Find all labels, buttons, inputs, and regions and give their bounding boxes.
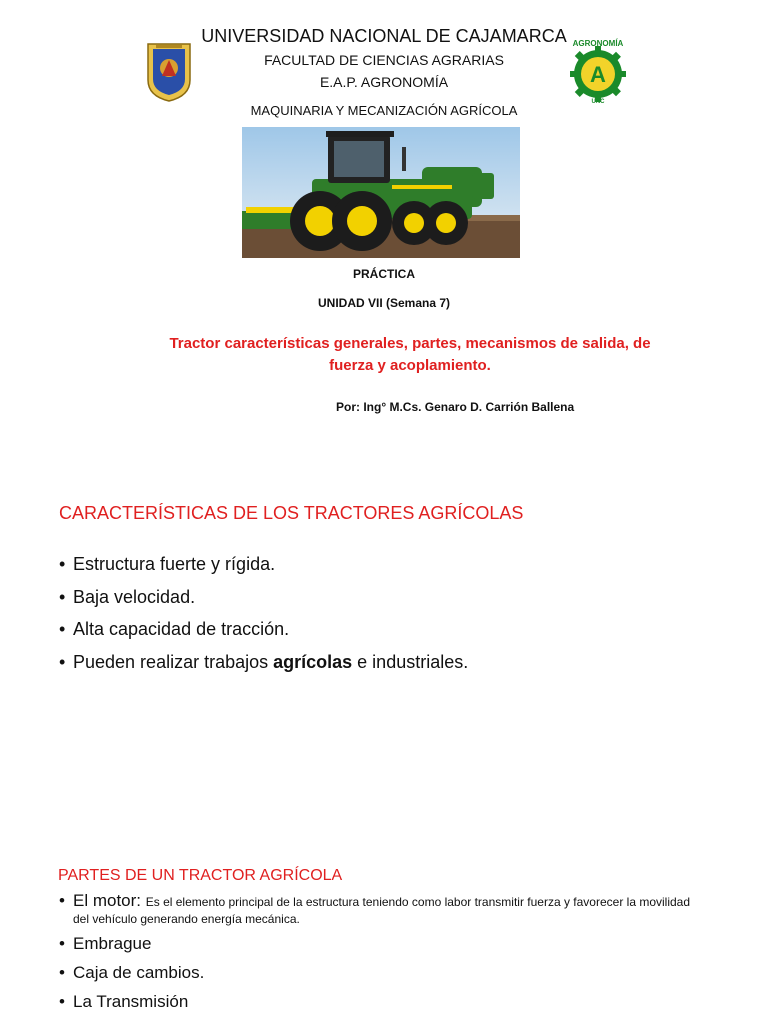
university-seal-icon	[146, 40, 192, 102]
characteristics-list	[59, 548, 468, 678]
author-line: Por: Ing° M.Cs. Genaro D. Carrión Ballena	[336, 400, 575, 414]
unit-label: UNIDAD VII (Semana 7)	[317, 296, 451, 310]
motor-description: Es el elemento principal de la estructura teniendo como labor transmitir fuerza y favorecer la movilidad del vehículo generando energía mecánica.	[73, 895, 691, 926]
school-title: E.A.P. AGRONOMÍA	[319, 74, 449, 90]
agronomy-logo-letter: A	[590, 62, 606, 87]
list-item-text: e industriales.	[352, 651, 469, 672]
university-title: UNIVERSIDAD NACIONAL DE CAJAMARCA	[201, 26, 567, 46]
list-item	[59, 646, 468, 679]
list-item: • Alta capacidad de tracción.	[59, 613, 468, 646]
list-item-text: Pueden realizar trabajos	[73, 651, 274, 672]
list-item	[59, 893, 699, 927]
practice-label: PRÁCTICA	[353, 267, 415, 281]
section-heading-parts: PARTES DE UN TRACTOR AGRÍCOLA	[58, 867, 343, 884]
list-item-bold-text: agrícolas	[273, 651, 353, 672]
course-title: MAQUINARIA Y MECANIZACIÓN AGRÍCOLA	[250, 103, 518, 118]
list-item: • La Transmisión	[59, 990, 699, 1014]
list-item: • Baja velocidad.	[59, 581, 468, 614]
list-item: • Embrague	[59, 932, 699, 956]
parts-list	[59, 893, 699, 1019]
motor-term: El motor:	[73, 891, 146, 910]
agronomy-logo-text-top: AGRONOMÍA	[572, 39, 624, 48]
agronomy-logo	[564, 38, 632, 104]
section-heading-characteristics: CARACTERÍSTICAS DE LOS TRACTORES AGRÍCOLAS	[59, 503, 524, 523]
tractor-photo	[242, 127, 520, 258]
faculty-title: FACULTAD DE CIENCIAS AGRARIAS	[264, 52, 504, 68]
practice-title: Tractor características generales, partes, mecanismos de salida, de fuerza y acoplamiento.	[169, 335, 651, 374]
list-item: • Caja de cambios.	[59, 961, 699, 985]
agronomy-logo-text-bottom: UNC	[591, 99, 605, 104]
list-item: • Estructura fuerte y rígida.	[59, 548, 468, 581]
